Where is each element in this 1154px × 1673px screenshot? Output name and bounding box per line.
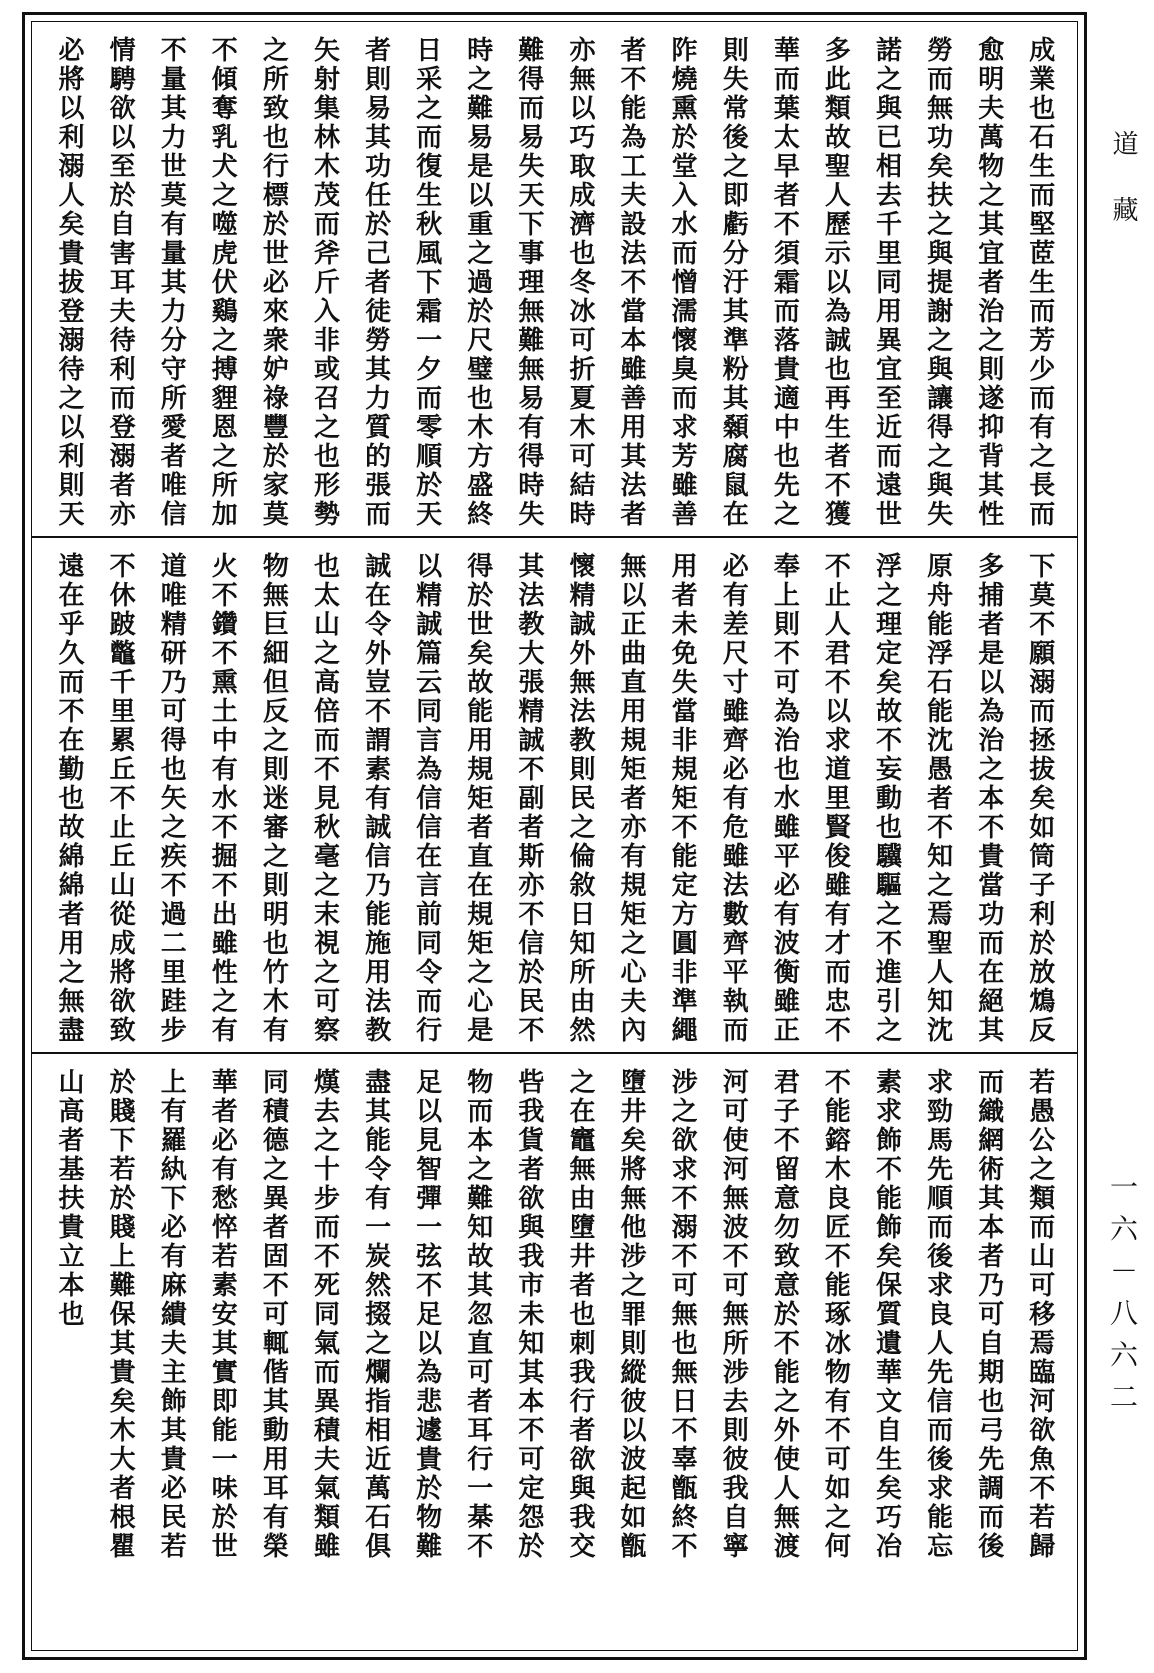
column-text: 原舟能浮石能沈愚者不知之焉聖人知沈 — [922, 552, 953, 1045]
column-text: 之所致也行標於世必來衆妒祿豐於家莫 — [258, 36, 289, 529]
column-text: 同積德之異者固不可輒偕其動用耳有榮 — [258, 1068, 289, 1561]
text-column — [46, 552, 92, 1045]
column-text: 也太山之高倍而不見秋毫之末視之可察 — [309, 552, 340, 1045]
text-column — [915, 36, 961, 529]
text-column — [250, 1068, 296, 1630]
column-text: 浮之理定矣故不妄動也驥驅之不進引之 — [871, 552, 902, 1045]
column-text: 不能鎔木良匠不能琢冰物有不可如之何 — [820, 1068, 851, 1561]
column-text: 時之難易是以重之過於尺璧也木方盛終 — [462, 36, 493, 529]
column-text: 道唯精研乃可得也矢之疾不過二里跬步 — [156, 552, 187, 1045]
column-text: 不傾奪乳犬之噬虎伏鷄之搏貍恩之所加 — [207, 36, 238, 529]
text-column — [97, 552, 143, 1045]
column-text: 於賤下若於賤上難保其貴矣木大者根瞿 — [105, 1068, 136, 1561]
text-column — [966, 36, 1012, 529]
column-text: 足以見智彈一弦不足以為悲遽貴於物難 — [411, 1068, 442, 1561]
column-text: 必有差尺寸雖齊必有危雖法數齊平執而 — [718, 552, 749, 1045]
text-column — [608, 1068, 654, 1630]
page-frame-inner — [31, 21, 1078, 1651]
text-column — [864, 552, 910, 1045]
text-column — [812, 36, 858, 529]
column-text: 其法教大張精誠不副者斯亦不信於民不 — [513, 552, 544, 1045]
column-text: 而織網術其本者乃可自期也弓先調而後 — [973, 1068, 1004, 1561]
text-column — [710, 36, 756, 529]
text-column — [250, 552, 296, 1045]
text-column — [455, 1068, 501, 1630]
text-column — [46, 1068, 92, 1630]
column-text: 素求飾不能飾矣保質遺華文自生矣巧冶 — [871, 1068, 902, 1561]
text-column — [966, 1068, 1012, 1630]
column-text: 山高者基扶貴立本也 — [54, 1068, 84, 1329]
column-text: 情騁欲以至於自害耳夫待利而登溺者亦 — [105, 36, 136, 529]
column-text: 者不能為工夫設法不當本雖善用其法者 — [616, 36, 647, 529]
column-text: 以精誠篇云同言為信信在言前同令而行 — [411, 552, 442, 1045]
text-column — [1017, 1068, 1063, 1630]
text-column — [250, 36, 296, 529]
column-text: 矢射集林木茂而斧斤入非或召之也形勢 — [309, 36, 340, 529]
column-text: 華者必有愁悴若素安其實即能一味於世 — [207, 1068, 238, 1561]
text-column — [506, 552, 552, 1045]
text-column — [557, 36, 603, 529]
text-column — [608, 552, 654, 1045]
text-column — [812, 552, 858, 1045]
column-text: 熯去之十步而不死同氣而異積夫氣類雖 — [309, 1068, 340, 1561]
text-column — [506, 1068, 552, 1630]
column-text: 無以正曲直用規矩者亦有規矩之心夫內 — [616, 552, 647, 1045]
column-text: 必將以利溺人矣貴拔登溺待之以利則天 — [54, 36, 84, 529]
text-column — [148, 1068, 194, 1630]
text-band-2 — [32, 538, 1077, 1052]
text-column — [404, 552, 450, 1045]
column-text: 不休跛鼈千里累丘不止丘山從成將欲致 — [105, 552, 136, 1045]
column-text: 下莫不願溺而拯拔矣如筒子利於放鴆反 — [1024, 552, 1055, 1045]
column-text: 奉上則不可為治也水雖平必有波衡雖正 — [769, 552, 800, 1045]
column-text: 勞而無功矣扶之與提謝之與讓得之與失 — [922, 36, 953, 529]
text-column — [353, 552, 399, 1045]
column-text: 若愚公之類而山可移焉臨河欲魚不若歸 — [1024, 1068, 1055, 1561]
text-column — [353, 36, 399, 529]
column-text: 諾之與已相去千里同用異宜至近而遠世 — [871, 36, 902, 529]
column-text: 墮井矣將無他涉之罪則縱彼以波起如甑 — [616, 1068, 647, 1561]
text-column — [761, 1068, 807, 1630]
column-text: 用者未免失當非規矩不能定方圓非準繩 — [667, 552, 698, 1045]
column-text: 難得而易失天下事理無難無易有得時失 — [513, 36, 544, 529]
text-column — [710, 552, 756, 1045]
column-text: 盡其能令有一炭然掇之爛指相近萬石俱 — [360, 1068, 391, 1561]
column-text: 愈明夫萬物之其宜者治之則遂抑背其性 — [973, 36, 1004, 529]
text-column — [199, 36, 245, 529]
text-column — [1017, 36, 1063, 529]
text-column — [864, 1068, 910, 1630]
text-column — [404, 36, 450, 529]
column-text: 者則易其功任於己者徒勞其力質的張而 — [360, 36, 391, 529]
text-column — [97, 36, 143, 529]
text-column — [915, 1068, 961, 1630]
text-column — [761, 552, 807, 1045]
text-column — [199, 1068, 245, 1630]
text-column — [1017, 552, 1063, 1045]
text-column — [966, 552, 1012, 1045]
text-column — [301, 1068, 347, 1630]
column-text: 華而葉太早者不須霜而落貴適中也先之 — [769, 36, 800, 529]
text-column — [148, 36, 194, 529]
text-column — [97, 1068, 143, 1630]
column-text: 成業也石生而堅茝生而芳少而有之長而 — [1024, 36, 1055, 529]
text-column — [506, 36, 552, 529]
page-frame — [22, 12, 1087, 1660]
collection-title: 道藏 — [1108, 130, 1138, 262]
text-column — [455, 36, 501, 529]
column-text: 懷精誠外無法教則民之倫敘日知所由然 — [564, 552, 595, 1045]
text-column — [557, 552, 603, 1045]
text-column — [455, 552, 501, 1045]
text-column — [659, 36, 705, 529]
column-text: 多捕者是以為治之本不貴當功而在絕其 — [973, 552, 1004, 1045]
column-text: 君子不留意勿致意於不能之外使人無渡 — [769, 1068, 800, 1561]
page-number: 一六－八六二 — [1106, 1172, 1139, 1424]
text-column — [761, 36, 807, 529]
column-text: 多此類故聖人歷示以為誠也再生者不獲 — [820, 36, 851, 529]
text-column — [812, 1068, 858, 1630]
text-column — [915, 552, 961, 1045]
column-text: 涉之欲求不溺不可無也無日不辜甑終不 — [667, 1068, 698, 1561]
text-band-3 — [32, 1054, 1077, 1640]
text-column — [710, 1068, 756, 1630]
column-text: 物而本之難知故其忽直可者耳行一棊不 — [462, 1068, 493, 1561]
column-text: 物無巨細但反之則迷審之則明也竹木有 — [258, 552, 289, 1045]
text-column — [864, 36, 910, 529]
text-column — [659, 552, 705, 1045]
text-column — [148, 552, 194, 1045]
column-text: 日采之而復生秋風下霜一夕而零順於天 — [411, 36, 442, 529]
column-text: 得於世矣故能用規矩者直在規矩之心是 — [462, 552, 493, 1045]
column-text: 上有羅紈下必有麻繢夫主飾其貴必民若 — [156, 1068, 187, 1561]
column-text: 河可使河無波不可無所涉去則彼我自寧 — [718, 1068, 749, 1561]
column-text: 遠在乎久而不在勤也故綿綿者用之無盡 — [54, 552, 84, 1045]
text-band-1 — [32, 22, 1077, 536]
text-column — [199, 552, 245, 1045]
column-text: 火不鑽不熏土中有水不掘不出雖性之有 — [207, 552, 238, 1045]
text-column — [659, 1068, 705, 1630]
text-column — [301, 552, 347, 1045]
column-text: 則失常後之即虧分汙其準粉其顙腐鼠在 — [718, 36, 749, 529]
column-text: 不止人君不以求道里賢俊雖有才而忠不 — [820, 552, 851, 1045]
column-text: 誠在令外豈不謂素有誠信乃能施用法教 — [360, 552, 391, 1045]
text-column — [404, 1068, 450, 1630]
column-text: 阼燒熏於堂入水而憎濡懷臭而求芳雖善 — [667, 36, 698, 529]
text-column — [557, 1068, 603, 1630]
text-column — [301, 36, 347, 529]
text-column — [353, 1068, 399, 1630]
column-text: 求勁馬先順而後求良人先信而後求能忘 — [922, 1068, 953, 1561]
column-text: 呰我貨者欲與我市未知其本不可定怨於 — [513, 1068, 544, 1561]
text-column — [608, 36, 654, 529]
column-text: 之在竈無由墮井者也刺我行者欲與我交 — [564, 1068, 595, 1561]
column-text: 亦無以巧取成濟也冬冰可折夏木可結時 — [564, 36, 595, 529]
text-column — [46, 36, 92, 529]
column-text: 不量其力世莫有量其力分守所愛者唯信 — [156, 36, 187, 529]
